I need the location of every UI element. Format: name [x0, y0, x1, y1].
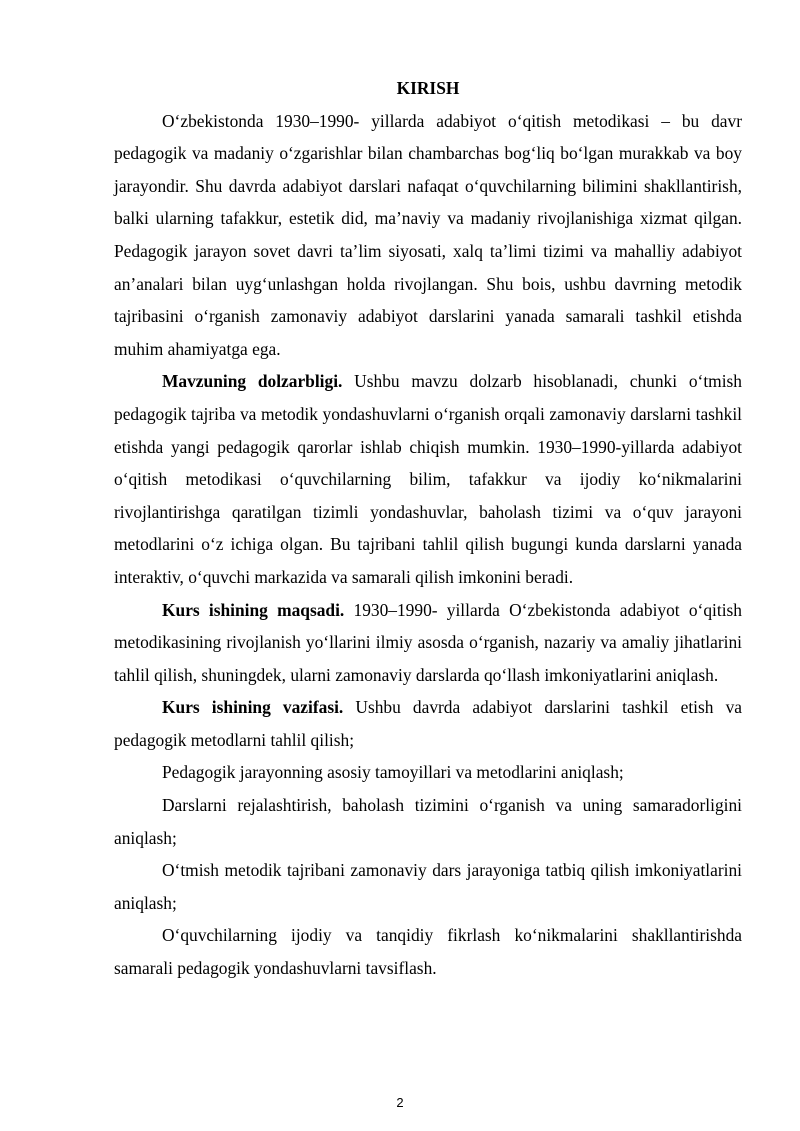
goal-text: 1930–1990- yillarda O‘zbekistonda adabiyot o‘qitish metodikasining rivojlanish yo‘llarini ilmiy asosda o‘rganish, nazariy va amaliy jihatlarini tahlil qilish, shuningdek, ularni zamonaviy darslarda qo‘llash imkoniyatlarini aniqlash. [114, 599, 742, 685]
section-title: KIRISH [396, 78, 460, 98]
task-item: Darslarni rejalashtirish, baholash tizimini o‘rganish va uning samaradorligini aniqlash; [114, 795, 742, 848]
task-item: Pedagogik jarayonning asosiy tamoyillari va metodlarini aniqlash; [162, 762, 624, 783]
tasks-paragraph [114, 691, 742, 756]
page-number: 2 [396, 1095, 404, 1110]
relevance-text: Ushbu mavzu dolzarb hisoblanadi, chunki o‘tmish pedagogik tajriba va metodik yondashuvlarni o‘rganish orqali zamonaviy darslarni tashkil etishda yangi pedagogik qarorlar ishlab chiqish mumkin. 1930–1990-yillarda adabiyot o‘qitish metodikasi o‘quvchilarning bilim, tafakkur va ijodiy ko‘nikmalarini rivojlantirishga qaratilgan tizimli yondashuvlar, baholash tizimi va o‘quv jarayoni metodlarini o‘z ichiga olgan. Bu tajribani tahlil qilish bugungi kunda darslarni yanada interaktiv, o‘quvchi markazida va samarali qilish imkonini beradi. [114, 371, 742, 587]
task-item: O‘tmish metodik tajribani zamonaviy dars jarayoniga tatbiq qilish imkoniyatlarini aniqlash; [114, 860, 742, 913]
relevance-paragraph [114, 365, 742, 593]
goal-heading: Kurs ishining maqsadi. [162, 599, 345, 620]
relevance-heading: Mavzuning dolzarbligi. [162, 371, 343, 392]
tasks-text: Ushbu davrda adabiyot darslarini tashkil etish va pedagogik metodlarni tahlil qilish; [114, 697, 742, 750]
intro-paragraph: O‘zbekistonda 1930–1990- yillarda adabiyot o‘qitish metodikasi – bu davr pedagogik va madaniy o‘zgarishlar bilan chambarchas bog‘liq bo‘lgan murakkab va boy jarayondir. Shu davrda adabiyot darslari nafaqat o‘quvchilarning bilimini shakllantirish, balki ularning tafakkur, estetik did, ma’naviy va madaniy rivojlanishiga xizmat qilgan. Pedagogik jarayon sovet davri ta’lim siyosati, xalq ta’limi tizimi va mahalliy adabiyot an’analari bilan uyg‘unlashgan holda rivojlangan. Shu bois, ushbu davrning metodik tajribasini o‘rganish zamonaviy adabiyot darslarini yanada samarali tashkil etishda muhim ahamiyatga ega. [114, 110, 742, 359]
goal-paragraph [114, 594, 742, 692]
page-content [114, 72, 742, 985]
tasks-heading: Kurs ishining vazifasi. [162, 697, 344, 718]
task-item: O‘quvchilarning ijodiy va tanqidiy fikrlash ko‘nikmalarini shakllantirishda samarali pedagogik yondashuvlarni tavsiflash. [114, 925, 742, 979]
